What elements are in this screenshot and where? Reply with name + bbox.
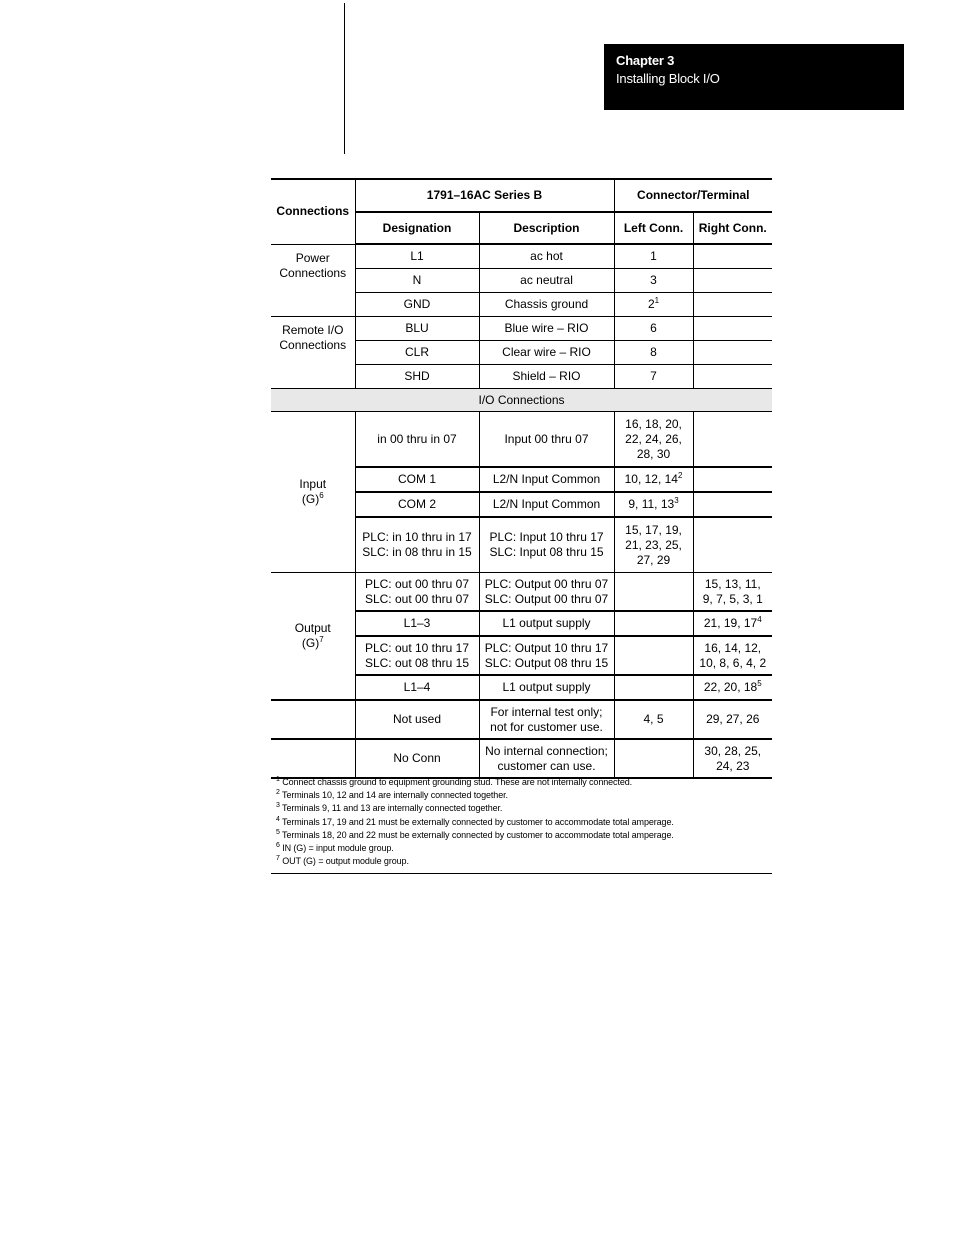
- chapter-title: Installing Block I/O: [616, 71, 720, 86]
- power-group-label: Power Connections: [271, 244, 355, 317]
- chapter-number: Chapter 3: [616, 53, 675, 68]
- table-row: No Conn No internal connection; customer can use. 30, 28, 25, 24, 23: [271, 739, 772, 778]
- terminal-connections-table: [271, 178, 772, 779]
- table-row: PLC: out 10 thru 17 SLC: out 08 thru 15 PLC: Output 10 thru 17 SLC: Output 08 thru 15 16, 14, 12, 10, 8, 6, 4, 2: [271, 636, 772, 675]
- table-row: L1–4 L1 output supply 22, 20, $18^5$: [271, 675, 772, 700]
- footnote: $^4$ Terminals 17, 19 and 21 must be externally connected by customer to accommodate total amperage.: [276, 815, 674, 827]
- right-conn-header: Right Conn.: [693, 212, 772, 244]
- table-row: Input $(G)^6$ in 00 thru in 07 Input 00 thru 07 16, 18, 20, 22, 24, 26, 28, 30: [271, 412, 772, 468]
- module-header: 1791–16AC Series B: [355, 179, 614, 212]
- chapter-header: [604, 44, 904, 110]
- input-group-label: Input $(G)^6$: [271, 412, 355, 573]
- table-row: Remote I/O Connections BLU Blue wire – RIO 6: [271, 317, 772, 341]
- footnotes: [271, 776, 772, 874]
- table-row: Output $(G)^7$ PLC: out 00 thru 07 SLC: out 00 thru 07 PLC: Output 00 thru 07 SLC: Output 00 thru 07 15, 13, 11, 9, 7, 5, 3, 1: [271, 573, 772, 612]
- remote-group-label: Remote I/O Connections: [271, 317, 355, 389]
- footnote: $^2$ Terminals 10, 12 and 14 are internally connected together.: [276, 789, 508, 801]
- connections-header: Connections: [271, 179, 355, 244]
- table-row: Not used For internal test only; not for customer use. 4, 5 29, 27, 26: [271, 700, 772, 739]
- footnote: $^6$ IN (G) = input module group.: [276, 842, 394, 854]
- footnote: $^5$ Terminals 18, 20 and 22 must be externally connected by customer to accommodate total amperage.: [276, 828, 674, 840]
- table-row: L1–3 L1 output supply 21, 19, $17^4$: [271, 611, 772, 636]
- table-row: CLR Clear wire – RIO 8: [271, 341, 772, 365]
- table-row: Power Connections L1 ac hot 1: [271, 244, 772, 269]
- left-conn-header: Left Conn.: [614, 212, 693, 244]
- table-row: GND Chassis ground $2^1$: [271, 293, 772, 317]
- table-row: SHD Shield – RIO 7: [271, 365, 772, 389]
- io-section-row: [271, 389, 772, 412]
- table-header-row: [271, 179, 772, 212]
- designation-header: Designation: [355, 212, 479, 244]
- table-row: COM 1 L2/N Input Common 10, 12, $14^2$: [271, 467, 772, 492]
- table-row: PLC: in 10 thru in 17 SLC: in 08 thru in 15 PLC: Input 10 thru 17 SLC: Input 08 thru 15 15, 17, 19, 21, 23, 25, 27, 29: [271, 517, 772, 573]
- table-row: COM 2 L2/N Input Common 9, 11, $13^3$: [271, 492, 772, 517]
- footnote: $^3$ Terminals 9, 11 and 13 are internally connected together.: [276, 802, 503, 814]
- footnote: $^7$ OUT (G) = output module group.: [276, 855, 409, 867]
- table-row: N ac neutral 3: [271, 269, 772, 293]
- connector-header: Connector/Terminal: [614, 179, 772, 212]
- output-group-label: Output $(G)^7$: [271, 573, 355, 701]
- margin-rule: [344, 3, 345, 154]
- io-section-label: I/O Connections: [271, 389, 772, 412]
- footnote: $^1$ Connect chassis ground to equipment grounding stud. These are not internally connected.: [276, 776, 633, 787]
- description-header: Description: [479, 212, 614, 244]
